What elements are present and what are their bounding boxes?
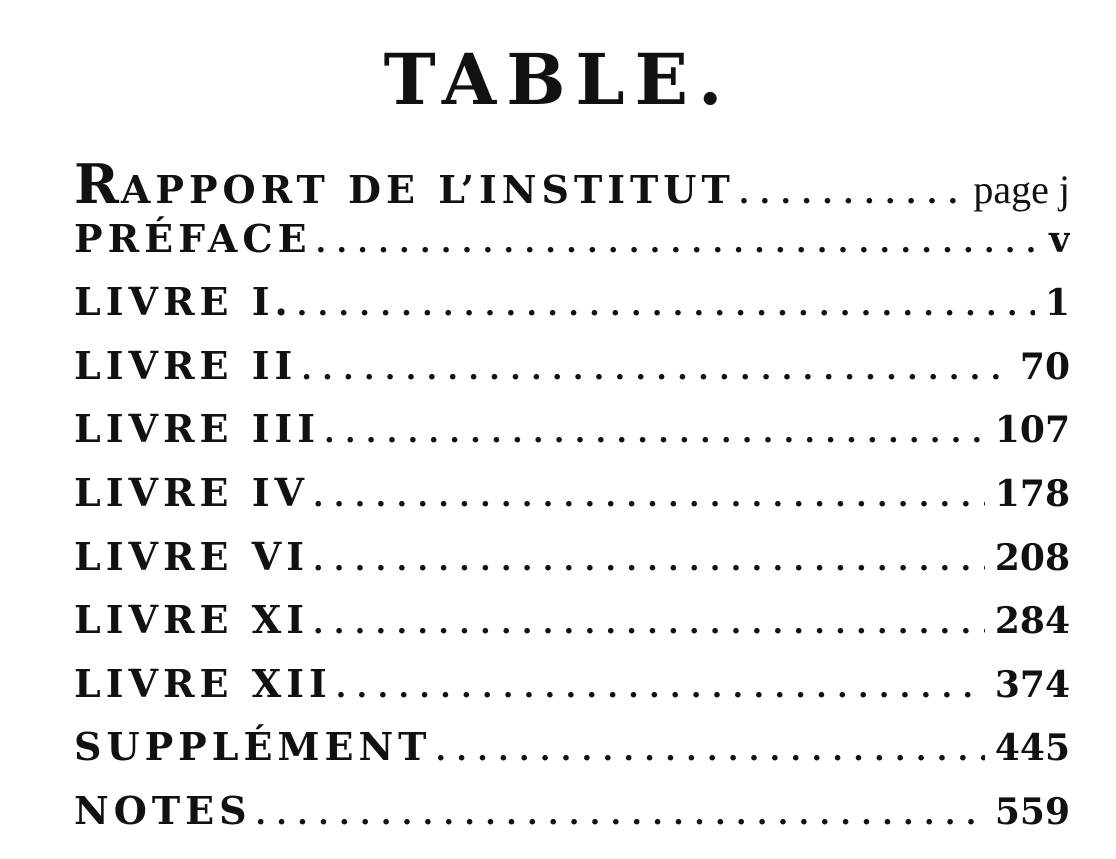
toc-entry-livre-3 — [74, 406, 1070, 470]
dot-leader — [301, 352, 1010, 387]
toc-entry-livre-11 — [74, 597, 1070, 661]
toc-entry-page: 208 — [994, 536, 1070, 579]
toc-entry-label: LIVRE VI — [74, 533, 310, 579]
toc-entry-label: SUPPLÉMENT — [74, 724, 432, 770]
toc-entry-livre-12 — [74, 661, 1070, 725]
toc-entry-page: 107 — [994, 409, 1070, 452]
dot-leader — [313, 479, 985, 514]
toc-entry-label: LIVRE XII — [74, 660, 332, 706]
dot-leader — [313, 606, 985, 641]
toc-entry-label: LIVRE XI — [74, 597, 310, 643]
table-of-contents — [74, 152, 1070, 852]
toc-entry-notes — [74, 788, 1070, 852]
toc-entry-label-rest: APPORT DE L’INSTITUT — [120, 167, 735, 212]
toc-entry-page: 559 — [994, 790, 1070, 833]
toc-entry-label: LIVRE I. — [74, 279, 293, 325]
toc-entry-livre-6 — [74, 534, 1070, 598]
dot-leader — [336, 670, 985, 705]
dot-leader — [739, 176, 964, 211]
toc-entry-page: 284 — [994, 600, 1070, 643]
toc-entry-preface — [74, 216, 1070, 280]
dot-leader — [435, 733, 984, 768]
toc-entry-page: page j — [973, 167, 1070, 212]
toc-entry-page: v — [1049, 218, 1070, 261]
toc-entry-page: 445 — [994, 727, 1070, 770]
toc-entry-page: 374 — [994, 663, 1070, 706]
dot-leader — [256, 797, 985, 832]
toc-entry-label: NOTES — [74, 787, 252, 833]
toc-entry-livre-4 — [74, 470, 1070, 534]
toc-entry-supplement — [74, 724, 1070, 788]
toc-entry-page: 178 — [994, 472, 1070, 515]
toc-entry-label: LIVRE III — [74, 406, 321, 452]
toc-entry-livre-1 — [74, 279, 1070, 343]
dot-leader — [316, 225, 1040, 260]
toc-entry-label: LIVRE IV — [74, 469, 310, 515]
dot-leader — [297, 288, 1035, 323]
toc-entry-label — [74, 152, 735, 216]
dot-leader — [324, 415, 985, 450]
toc-entry-label: PRÉFACE — [74, 215, 312, 261]
page-title: TABLE. — [383, 38, 733, 121]
toc-entry-label: LIVRE II — [74, 342, 298, 388]
dot-leader — [313, 543, 985, 578]
toc-entry-rapport — [74, 152, 1070, 216]
toc-entry-page: 70 — [1019, 345, 1070, 388]
drop-initial: R — [74, 152, 121, 216]
toc-entry-page: 1 — [1044, 282, 1070, 325]
toc-entry-livre-2 — [74, 343, 1070, 407]
